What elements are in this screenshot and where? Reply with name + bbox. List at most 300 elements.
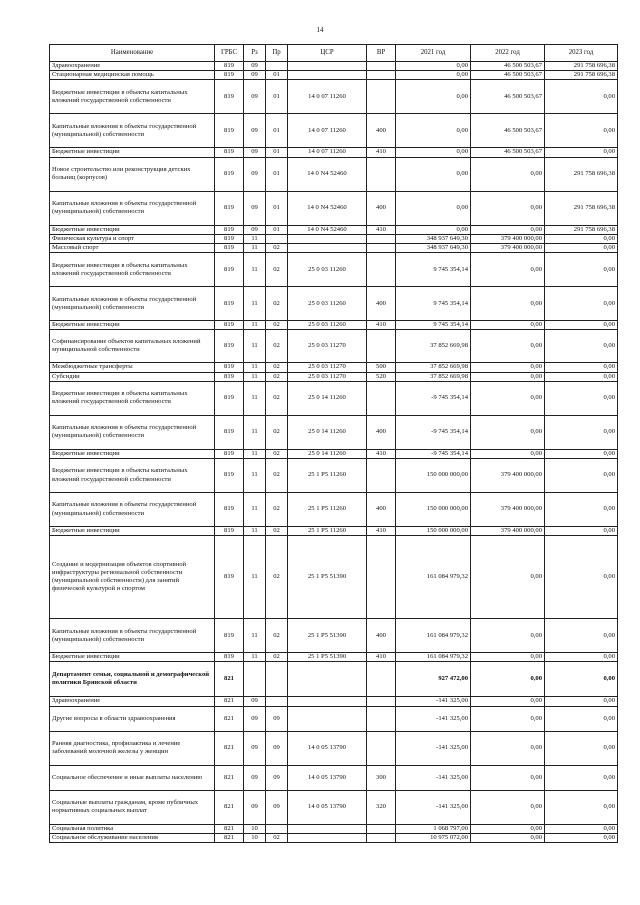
cell-vr — [367, 459, 396, 493]
cell-pr: 09 — [266, 765, 288, 790]
cell-name: Бюджетные инвестиции в объекты капитальных вложений государственной собственности — [50, 381, 215, 415]
table-row — [50, 536, 618, 619]
cell-rz: 11 — [244, 536, 266, 619]
table-row — [50, 330, 618, 363]
cell-2023: 0,00 — [545, 415, 618, 449]
cell-rz: 11 — [244, 330, 266, 363]
cell-rz: 09 — [244, 191, 266, 225]
cell-pr — [266, 662, 288, 697]
table-row — [50, 157, 618, 191]
cell-2023: 0,00 — [545, 287, 618, 321]
cell-grbs: 819 — [215, 244, 244, 253]
cell-rz: 11 — [244, 372, 266, 381]
table-row — [50, 62, 618, 71]
cell-pr: 02 — [266, 653, 288, 662]
cell-csr: 25 1 P5 11260 — [288, 459, 367, 493]
cell-2023: 0,00 — [545, 381, 618, 415]
cell-2023: 0,00 — [545, 148, 618, 157]
cell-2021: 0,00 — [396, 157, 471, 191]
cell-name: Создание и модернизация объектов спортивной инфраструктуры региональной собственности (муниципальной собственности) для занятий физической культурой и спортом — [50, 536, 215, 619]
cell-2022: 379 400 000,00 — [471, 527, 545, 536]
table-row — [50, 80, 618, 114]
cell-vr — [367, 706, 396, 731]
cell-grbs: 819 — [215, 381, 244, 415]
cell-2022: 0,00 — [471, 415, 545, 449]
cell-name: Новое строительство или реконструкция детских больниц (корпусов) — [50, 157, 215, 191]
cell-vr — [367, 731, 396, 765]
cell-2023: 0,00 — [545, 527, 618, 536]
cell-pr: 02 — [266, 244, 288, 253]
cell-2021: 9 745 354,14 — [396, 253, 471, 287]
header-rz: Рз — [244, 45, 266, 62]
cell-2021: 348 937 649,30 — [396, 234, 471, 243]
cell-pr: 09 — [266, 706, 288, 731]
cell-vr: 410 — [367, 527, 396, 536]
table-row — [50, 706, 618, 731]
cell-vr — [367, 157, 396, 191]
cell-name: Капитальные вложения в объекты государственной (муниципальной) собственности — [50, 493, 215, 527]
cell-rz: 11 — [244, 653, 266, 662]
cell-2022: 46 500 503,67 — [471, 80, 545, 114]
cell-grbs: 821 — [215, 706, 244, 731]
cell-name: Бюджетные инвестиции в объекты капитальных вложений государственной собственности — [50, 459, 215, 493]
cell-vr — [367, 244, 396, 253]
cell-pr — [266, 234, 288, 243]
cell-csr: 25 0 03 11260 — [288, 287, 367, 321]
cell-2022: 0,00 — [471, 372, 545, 381]
cell-rz: 10 — [244, 833, 266, 842]
cell-csr — [288, 71, 367, 80]
cell-2021: -9 745 354,14 — [396, 381, 471, 415]
cell-2023: 0,00 — [545, 493, 618, 527]
cell-2021: 0,00 — [396, 148, 471, 157]
cell-2021: 37 852 669,98 — [396, 372, 471, 381]
cell-2022: 0,00 — [471, 790, 545, 824]
cell-vr: 320 — [367, 790, 396, 824]
cell-name: Бюджетные инвестиции — [50, 148, 215, 157]
table-row — [50, 114, 618, 148]
cell-rz: 09 — [244, 114, 266, 148]
cell-grbs: 819 — [215, 330, 244, 363]
cell-name: Межбюджетные трансферты — [50, 363, 215, 372]
cell-name: Капитальные вложения в объекты государственной (муниципальной) собственности — [50, 619, 215, 653]
cell-grbs: 819 — [215, 191, 244, 225]
cell-rz: 09 — [244, 706, 266, 731]
cell-csr: 14 0 N4 52460 — [288, 157, 367, 191]
cell-grbs: 819 — [215, 234, 244, 243]
cell-name: Софинансирование объектов капитальных вложений муниципальной собственности — [50, 330, 215, 363]
cell-vr: 400 — [367, 191, 396, 225]
table-row — [50, 381, 618, 415]
cell-pr: 02 — [266, 372, 288, 381]
cell-2021: -141 325,00 — [396, 731, 471, 765]
cell-2023: 0,00 — [545, 234, 618, 243]
cell-pr — [266, 62, 288, 71]
cell-grbs: 819 — [215, 157, 244, 191]
cell-2021: 9 745 354,14 — [396, 321, 471, 330]
cell-vr — [367, 253, 396, 287]
cell-rz: 11 — [244, 381, 266, 415]
cell-2022: 0,00 — [471, 191, 545, 225]
cell-rz: 09 — [244, 157, 266, 191]
cell-rz: 11 — [244, 459, 266, 493]
cell-2022: 0,00 — [471, 321, 545, 330]
cell-vr: 400 — [367, 619, 396, 653]
cell-2021: -9 745 354,14 — [396, 449, 471, 458]
cell-vr — [367, 824, 396, 833]
cell-rz: 09 — [244, 225, 266, 234]
cell-rz: 09 — [244, 62, 266, 71]
table-row — [50, 253, 618, 287]
cell-rz: 11 — [244, 527, 266, 536]
cell-2023: 0,00 — [545, 363, 618, 372]
table-row — [50, 415, 618, 449]
cell-name: Другие вопросы в области здравоохранения — [50, 706, 215, 731]
header-grbs: ГРБС — [215, 45, 244, 62]
table-row — [50, 363, 618, 372]
cell-2022: 379 400 000,00 — [471, 459, 545, 493]
cell-rz: 09 — [244, 71, 266, 80]
header-2023: 2023 год — [545, 45, 618, 62]
cell-vr — [367, 697, 396, 706]
cell-pr: 02 — [266, 381, 288, 415]
cell-2021: 150 000 000,00 — [396, 527, 471, 536]
cell-name: Социальное обеспечение и иные выплаты населению — [50, 765, 215, 790]
cell-grbs: 819 — [215, 148, 244, 157]
cell-vr: 300 — [367, 765, 396, 790]
cell-name: Капитальные вложения в объекты государственной (муниципальной) собственности — [50, 191, 215, 225]
cell-csr — [288, 706, 367, 731]
cell-rz: 11 — [244, 415, 266, 449]
cell-2021: 9 745 354,14 — [396, 287, 471, 321]
cell-2022: 0,00 — [471, 765, 545, 790]
cell-2023: 0,00 — [545, 790, 618, 824]
cell-csr: 25 0 14 11260 — [288, 381, 367, 415]
cell-rz: 09 — [244, 80, 266, 114]
cell-2022: 0,00 — [471, 731, 545, 765]
cell-grbs: 821 — [215, 731, 244, 765]
cell-2021: 10 975 072,00 — [396, 833, 471, 842]
cell-2023: 0,00 — [545, 653, 618, 662]
cell-csr: 25 0 14 11260 — [288, 415, 367, 449]
cell-pr: 02 — [266, 330, 288, 363]
cell-2022: 46 500 503,67 — [471, 114, 545, 148]
cell-2023: 0,00 — [545, 706, 618, 731]
table-row — [50, 697, 618, 706]
cell-2022: 0,00 — [471, 706, 545, 731]
cell-2021: -141 325,00 — [396, 765, 471, 790]
cell-2023: 291 758 696,38 — [545, 225, 618, 234]
cell-pr: 01 — [266, 148, 288, 157]
cell-2022: 0,00 — [471, 697, 545, 706]
table-row — [50, 372, 618, 381]
cell-2021: 0,00 — [396, 80, 471, 114]
cell-2022: 0,00 — [471, 824, 545, 833]
cell-csr: 14 0 07 11260 — [288, 148, 367, 157]
cell-rz: 10 — [244, 824, 266, 833]
cell-pr — [266, 824, 288, 833]
cell-grbs: 819 — [215, 527, 244, 536]
table-row — [50, 619, 618, 653]
cell-name: Капитальные вложения в объекты государственной (муниципальной) собственности — [50, 415, 215, 449]
cell-2021: 0,00 — [396, 71, 471, 80]
cell-grbs: 819 — [215, 321, 244, 330]
cell-2021: 37 852 669,98 — [396, 363, 471, 372]
table-body — [50, 62, 618, 843]
table-row — [50, 527, 618, 536]
cell-2023: 0,00 — [545, 80, 618, 114]
cell-name: Бюджетные инвестиции — [50, 449, 215, 458]
cell-2022: 379 400 000,00 — [471, 493, 545, 527]
cell-grbs: 821 — [215, 765, 244, 790]
cell-grbs: 819 — [215, 449, 244, 458]
cell-2022: 0,00 — [471, 363, 545, 372]
table-row — [50, 731, 618, 765]
cell-2021: 161 084 979,32 — [396, 653, 471, 662]
cell-2021: -141 325,00 — [396, 697, 471, 706]
cell-vr — [367, 536, 396, 619]
cell-2021: -141 325,00 — [396, 790, 471, 824]
cell-pr: 01 — [266, 191, 288, 225]
cell-2022: 379 400 000,00 — [471, 234, 545, 243]
cell-rz: 09 — [244, 765, 266, 790]
cell-csr: 25 1 P5 51390 — [288, 653, 367, 662]
cell-grbs: 821 — [215, 833, 244, 842]
cell-2021: 927 472,00 — [396, 662, 471, 697]
table-row — [50, 225, 618, 234]
table-row — [50, 824, 618, 833]
cell-2023: 291 758 696,38 — [545, 157, 618, 191]
cell-vr — [367, 71, 396, 80]
cell-grbs: 819 — [215, 415, 244, 449]
cell-2021: -141 325,00 — [396, 706, 471, 731]
cell-2021: 348 937 649,30 — [396, 244, 471, 253]
cell-2022: 46 500 503,67 — [471, 62, 545, 71]
cell-grbs: 819 — [215, 536, 244, 619]
cell-grbs: 821 — [215, 697, 244, 706]
cell-csr — [288, 697, 367, 706]
cell-2022: 46 500 503,67 — [471, 71, 545, 80]
table-row — [50, 148, 618, 157]
cell-pr: 01 — [266, 114, 288, 148]
cell-pr: 01 — [266, 71, 288, 80]
table-row — [50, 321, 618, 330]
cell-grbs: 819 — [215, 287, 244, 321]
header-2022: 2022 год — [471, 45, 545, 62]
cell-grbs: 819 — [215, 459, 244, 493]
cell-pr: 02 — [266, 536, 288, 619]
cell-csr — [288, 62, 367, 71]
cell-2023: 291 758 696,38 — [545, 191, 618, 225]
cell-name: Субсидии — [50, 372, 215, 381]
cell-2023: 0,00 — [545, 824, 618, 833]
table-row — [50, 662, 618, 697]
cell-rz: 11 — [244, 493, 266, 527]
header-name: Наименование — [50, 45, 215, 62]
cell-2022: 0,00 — [471, 287, 545, 321]
page-number: 14 — [316, 26, 324, 34]
cell-rz: 09 — [244, 148, 266, 157]
cell-2023: 0,00 — [545, 114, 618, 148]
table-row — [50, 493, 618, 527]
cell-vr — [367, 330, 396, 363]
table-row — [50, 191, 618, 225]
header-vr: ВР — [367, 45, 396, 62]
cell-grbs: 819 — [215, 619, 244, 653]
cell-vr — [367, 62, 396, 71]
cell-2023: 0,00 — [545, 536, 618, 619]
cell-2021: 0,00 — [396, 225, 471, 234]
cell-csr: 25 1 P5 51390 — [288, 619, 367, 653]
cell-2021: 37 852 669,98 — [396, 330, 471, 363]
cell-csr: 25 0 03 11270 — [288, 363, 367, 372]
cell-csr — [288, 833, 367, 842]
cell-vr: 410 — [367, 321, 396, 330]
cell-rz: 11 — [244, 244, 266, 253]
cell-rz — [244, 662, 266, 697]
cell-vr: 400 — [367, 493, 396, 527]
cell-rz: 11 — [244, 253, 266, 287]
cell-vr: 410 — [367, 225, 396, 234]
table-row — [50, 449, 618, 458]
cell-rz: 11 — [244, 287, 266, 321]
table-row — [50, 244, 618, 253]
cell-pr: 02 — [266, 833, 288, 842]
table-row — [50, 790, 618, 824]
cell-name: Бюджетные инвестиции в объекты капитальных вложений государственной собственности — [50, 80, 215, 114]
cell-rz: 11 — [244, 449, 266, 458]
cell-pr: 02 — [266, 449, 288, 458]
cell-2023: 0,00 — [545, 372, 618, 381]
cell-grbs: 819 — [215, 253, 244, 287]
cell-grbs: 819 — [215, 372, 244, 381]
cell-pr: 02 — [266, 619, 288, 653]
cell-grbs: 819 — [215, 62, 244, 71]
header-2021: 2021 год — [396, 45, 471, 62]
cell-2023: 0,00 — [545, 731, 618, 765]
cell-grbs: 821 — [215, 824, 244, 833]
cell-grbs: 819 — [215, 71, 244, 80]
cell-csr: 25 1 P5 11260 — [288, 493, 367, 527]
cell-name: Бюджетные инвестиции — [50, 225, 215, 234]
cell-2022: 0,00 — [471, 225, 545, 234]
cell-2023: 291 758 696,38 — [545, 71, 618, 80]
cell-pr: 02 — [266, 527, 288, 536]
cell-csr: 14 0 07 11260 — [288, 114, 367, 148]
cell-2022: 0,00 — [471, 619, 545, 653]
cell-csr — [288, 824, 367, 833]
cell-grbs: 819 — [215, 225, 244, 234]
cell-rz: 11 — [244, 234, 266, 243]
table-row — [50, 71, 618, 80]
cell-vr: 410 — [367, 148, 396, 157]
table-row — [50, 287, 618, 321]
cell-2022: 0,00 — [471, 330, 545, 363]
cell-pr: 01 — [266, 157, 288, 191]
cell-csr: 25 1 P5 11260 — [288, 527, 367, 536]
cell-2023: 0,00 — [545, 833, 618, 842]
cell-name: Стационарная медицинская помощь — [50, 71, 215, 80]
cell-vr: 400 — [367, 114, 396, 148]
cell-name: Бюджетные инвестиции — [50, 321, 215, 330]
cell-pr: 02 — [266, 287, 288, 321]
cell-name: Здравоохранение — [50, 697, 215, 706]
cell-vr — [367, 381, 396, 415]
cell-grbs: 819 — [215, 80, 244, 114]
cell-pr: 02 — [266, 253, 288, 287]
table-row — [50, 765, 618, 790]
cell-csr: 25 0 03 11260 — [288, 321, 367, 330]
cell-rz: 11 — [244, 321, 266, 330]
cell-name: Бюджетные инвестиции — [50, 653, 215, 662]
cell-pr: 02 — [266, 493, 288, 527]
cell-csr: 25 0 03 11270 — [288, 372, 367, 381]
cell-2021: 0,00 — [396, 62, 471, 71]
cell-2023: 291 758 696,38 — [545, 62, 618, 71]
cell-csr — [288, 662, 367, 697]
cell-csr: 14 0 N4 52460 — [288, 191, 367, 225]
cell-vr — [367, 833, 396, 842]
cell-csr: 25 0 03 11270 — [288, 330, 367, 363]
cell-2021: 150 000 000,00 — [396, 493, 471, 527]
cell-2022: 0,00 — [471, 449, 545, 458]
cell-2023: 0,00 — [545, 253, 618, 287]
cell-name: Социальная политика — [50, 824, 215, 833]
cell-vr: 410 — [367, 449, 396, 458]
table-row — [50, 234, 618, 243]
cell-2022: 0,00 — [471, 253, 545, 287]
cell-2021: 0,00 — [396, 191, 471, 225]
cell-2022: 0,00 — [471, 833, 545, 842]
cell-pr: 02 — [266, 415, 288, 449]
cell-2023: 0,00 — [545, 697, 618, 706]
cell-rz: 11 — [244, 619, 266, 653]
cell-pr: 01 — [266, 225, 288, 234]
table-row — [50, 833, 618, 842]
cell-grbs: 821 — [215, 662, 244, 697]
cell-name: Департамент семьи, социальной и демографической политики Брянской области — [50, 662, 215, 697]
table-header-row — [50, 45, 618, 62]
cell-2021: -9 745 354,14 — [396, 415, 471, 449]
cell-grbs: 819 — [215, 114, 244, 148]
cell-vr — [367, 80, 396, 114]
cell-csr: 14 0 N4 52460 — [288, 225, 367, 234]
cell-2021: 0,00 — [396, 114, 471, 148]
cell-2022: 0,00 — [471, 653, 545, 662]
header-csr: ЦСР — [288, 45, 367, 62]
cell-vr: 400 — [367, 287, 396, 321]
cell-name: Социальное обслуживание населения — [50, 833, 215, 842]
cell-name: Капитальные вложения в объекты государственной (муниципальной) собственности — [50, 287, 215, 321]
cell-2022: 0,00 — [471, 381, 545, 415]
cell-name: Капитальные вложения в объекты государственной (муниципальной) собственности — [50, 114, 215, 148]
cell-pr: 09 — [266, 731, 288, 765]
cell-rz: 11 — [244, 363, 266, 372]
cell-2021: 1 068 797,00 — [396, 824, 471, 833]
cell-2023: 0,00 — [545, 459, 618, 493]
header-pr: Пр — [266, 45, 288, 62]
cell-grbs: 819 — [215, 363, 244, 372]
cell-2023: 0,00 — [545, 330, 618, 363]
cell-grbs: 821 — [215, 790, 244, 824]
cell-vr: 400 — [367, 415, 396, 449]
cell-rz: 09 — [244, 731, 266, 765]
cell-pr: 02 — [266, 363, 288, 372]
cell-2023: 0,00 — [545, 244, 618, 253]
cell-2023: 0,00 — [545, 619, 618, 653]
cell-2021: 161 084 979,32 — [396, 536, 471, 619]
cell-2023: 0,00 — [545, 321, 618, 330]
